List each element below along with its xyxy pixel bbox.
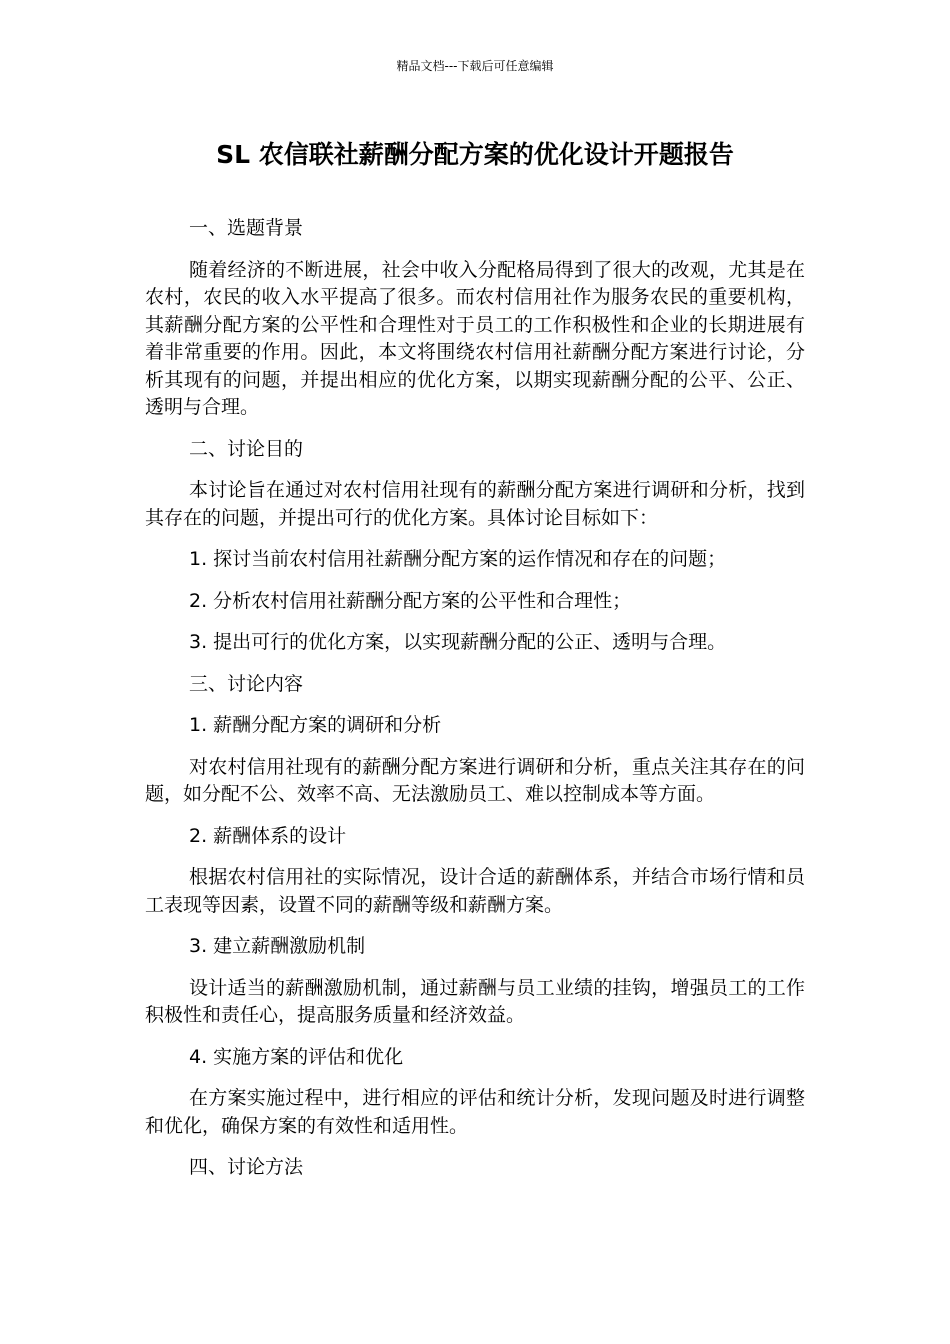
subheading-incentive: 3. 建立薪酬激励机制: [189, 935, 366, 957]
document-title: SL 农信联社薪酬分配方案的优化设计开题报告: [216, 140, 734, 169]
subheading-system-design: 2. 薪酬体系的设计: [189, 824, 347, 847]
paragraph-incentive: 设计适当的薪酬激励机制，通过薪酬与员工业绩的挂钩，增强员工的工作积极性和责任心，提高服务质量和经济效益。: [145, 976, 805, 1026]
section-heading-purpose: 二、讨论目的: [189, 437, 304, 460]
list-item-goal-3: 3. 提出可行的优化方案，以实现薪酬分配的公正、透明与合理。: [189, 631, 727, 653]
section-heading-content: 三、讨论内容: [189, 672, 304, 695]
subheading-survey: 1. 薪酬分配方案的调研和分析: [189, 714, 442, 736]
paragraph-system-design: 根据农村信用社的实际情况，设计合适的薪酬体系，并结合市场行情和员工表现等因素，设置不同的薪酬等级和薪酬方案。: [145, 866, 805, 916]
paragraph-survey: 对农村信用社现有的薪酬分配方案进行调研和分析，重点关注其存在的问题，如分配不公、效率不高、无法激励员工、难以控制成本等方面。: [145, 755, 805, 805]
subheading-evaluation: 4. 实施方案的评估和优化: [189, 1045, 404, 1068]
paragraph-background: 随着经济的不断进展，社会中收入分配格局得到了很大的改观，尤其是在农村，农民的收入水平提高了很多。而农村信用社作为服务农民的重要机构，其薪酬分配方案的公平性和合理性对于员工的工作积极性和企业的长期进展有着非常重要的作用。因此，本文将围绕农村信用社薪酬分配方案进行讨论，分析其现有的问题，并提出相应的优化方案，以期实现薪酬分配的公平、公正、透明与合理。: [145, 258, 805, 418]
document-body: [145, 215, 805, 1196]
paragraph-purpose: 本讨论旨在通过对农村信用社现有的薪酬分配方案进行调研和分析，找到其存在的问题，并提出可行的优化方案。具体讨论目标如下：: [145, 479, 805, 529]
list-item-goal-2: 2. 分析农村信用社薪酬分配方案的公平性和合理性；: [189, 589, 632, 612]
section-heading-method: 四、讨论方法: [189, 1156, 304, 1178]
section-heading-background: 一、选题背景: [189, 217, 304, 239]
list-item-goal-1: 1. 探讨当前农村信用社薪酬分配方案的运作情况和存在的问题；: [189, 548, 727, 570]
header-note: 精品文档---下载后可任意编辑: [396, 59, 554, 73]
paragraph-evaluation: 在方案实施过程中，进行相应的评估和统计分析，发现问题及时进行调整和优化，确保方案的有效性和适用性。: [145, 1087, 805, 1137]
